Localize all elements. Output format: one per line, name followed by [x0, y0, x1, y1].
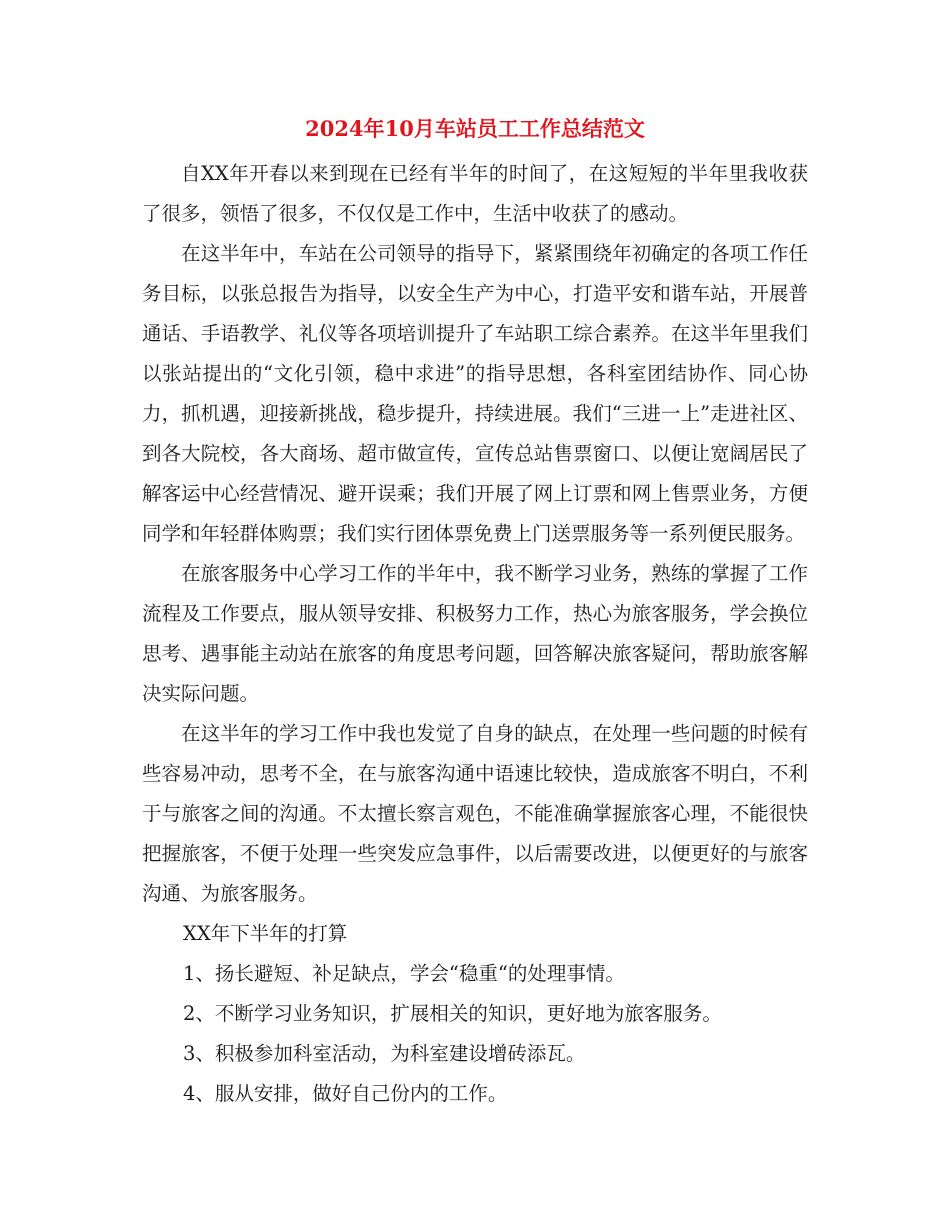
paragraph-service-center: 在旅客服务中心学习工作的半年中，我不断学习业务，熟练的掌握了工作流程及工作要点，服从领导安排、积极努力工作，热心为旅客服务，学会换位思考、遇事能主动站在旅客的角度思考问题，回答解决旅客疑问，帮助旅客解决实际问题。 — [142, 562, 808, 705]
plan-item-2: 2、不断学习业务知识，扩展相关的知识，更好地为旅客服务。 — [183, 1002, 722, 1025]
document-title: 2024年10月车站员工工作总结范文 — [305, 116, 645, 141]
plan-heading: XX年下半年的打算 — [183, 922, 348, 945]
paragraph-shortcomings: 在这半年的学习工作中我也发觉了自身的缺点，在处理一些问题的时候有些容易冲动，思考不全，在与旅客沟通中语速比较快，造成旅客不明白，不利于与旅客之间的沟通。不太擅长察言观色，不能准确掌握旅客心理，不能很快把握旅客，不便于处理一些突发应急事件，以后需要改进，以便更好的与旅客沟通、为旅客服务。 — [142, 722, 808, 905]
paragraph-intro: 自XX年开春以来到现在已经有半年的时间了，在这短短的半年里我收获了很多，领悟了很多，不仅仅是工作中，生活中收获了的感动。 — [142, 162, 808, 225]
document-body — [142, 154, 808, 1114]
plan-item-1: 1、扬长避短、补足缺点，学会“稳重“的处理事情。 — [183, 962, 625, 985]
paragraph-station-work: 在这半年中，车站在公司领导的指导下，紧紧围绕年初确定的各项工作任务目标，以张总报告为指导，以安全生产为中心，打造平安和谐车站，开展普通话、手语教学、礼仪等各项培训提升了车站职工综合素养。在这半年里我们以张站提出的“文化引领，稳中求进”的指导思想，各科室团结协作、同心协力，抓机遇，迎接新挑战，稳步提升，持续进展。我们“三进一上”走进社区、到各大院校，各大商场、超市做宣传，宣传总站售票窗口、以便让宽阔居民了解客运中心经营情况、避开误乘；我们开展了网上订票和网上售票业务，方便同学和年轻群体购票；我们实行团体票免费上门送票服务等一系列便民服务。 — [142, 242, 808, 545]
plan-item-3: 3、积极参加科室活动，为科室建设增砖添瓦。 — [183, 1042, 586, 1065]
plan-item-4: 4、服从安排，做好自己份内的工作。 — [183, 1082, 508, 1105]
